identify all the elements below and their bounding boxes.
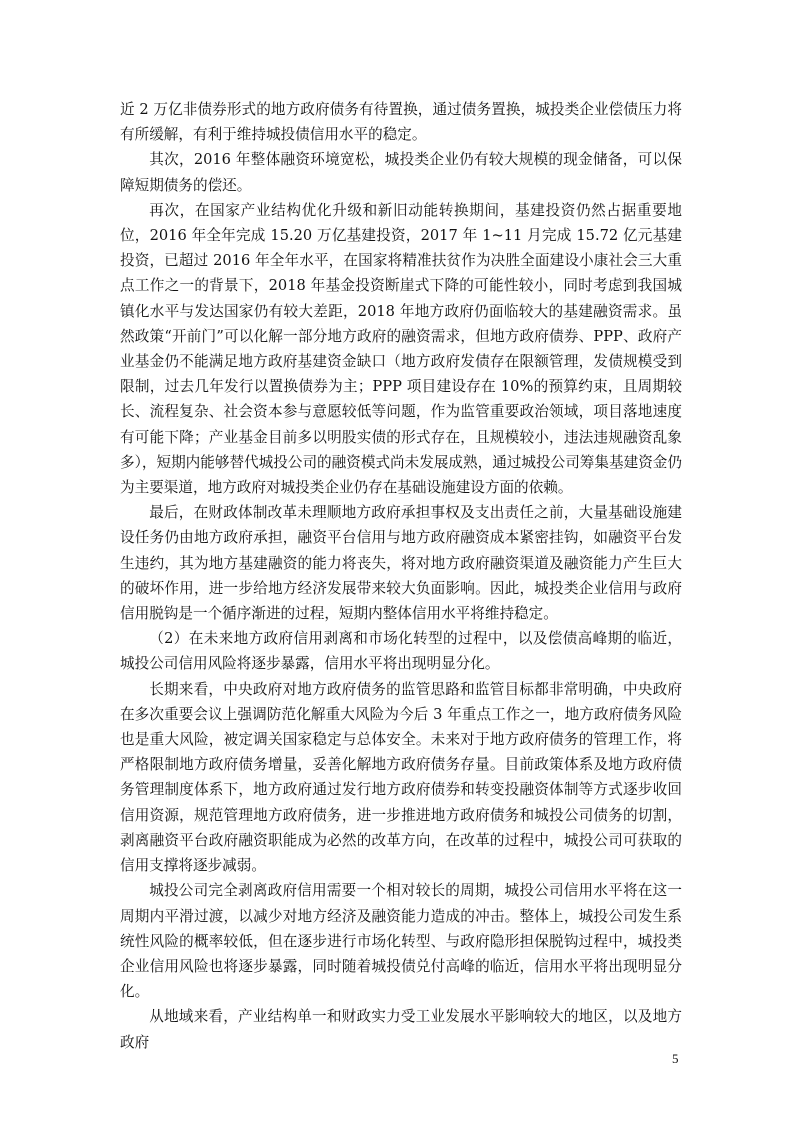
paragraph-continuation: 近 2 万亿非债券形式的地方政府债务有待置换，通过债务置换，城投类企业偿债压力将有所缓解，有利于维持城投债信用水平的稳定。	[120, 101, 682, 144]
paragraph: 再次，在国家产业结构优化升级和新旧动能转换期间，基建投资仍然占据重要地位，2016 年全年完成 15.20 万亿基建投资，2017 年 1~11 月完成 15.72 亿元基建投资，已超过 2016 年全年水平，在国家将精准扶贫作为决胜全面建设小康社会三大重点工作之一的背景下，2018 年基金投资断崖式下降的可能性较小，同时考虑到我国城镇化水平与发达国家仍有较大差距，2018 年地方政府仍面临较大的基建融资需求。虽然政策“开前门”可以化解一部分地方政府的融资需求，但地方政府债券、PPP、政府产业基金仍不能满足地方政府基建资金缺口（地方政府发债存在限额管理，发债规模受到限制，过去几年发行以置换债券为主；PPP 项目建设存在 10%的预算约束，且周期较长、流程复杂、社会资本参与意愿较低等问题，作为监管重要政治领域，项目落地速度有可能下降；产业基金目前多以明股实债的形式存在，且规模较小，违法违规融资乱象多），短期内能够替代城投公司的融资模式尚未发展成熟，通过城投公司筹集基建资金仍为主要渠道，地方政府对城投类企业仍存在基础设施建设方面的依赖。	[120, 201, 682, 497]
paragraph: 最后，在财政体制改革未理顺地方政府承担事权及支出责任之前，大量基础设施建设任务仍由地方政府承担，融资平台信用与地方政府融资成本紧密挂钩，如融资平台发生违约，其为地方基建融资的能力将丧失，将对地方政府融资渠道及融资能力产生巨大的破坏作用，进一步给地方经济发展带来较大负面影响。因此，城投类企业信用与政府信用脱钩是一个循序渐进的过程，短期内整体信用水平将维持稳定。	[120, 504, 682, 623]
paragraph: 城投公司完全剥离政府信用需要一个相对较长的周期，城投公司信用水平将在这一周期内平滑过渡，以减少对地方经济及融资能力造成的冲击。整体上，城投公司发生系统性风险的概率较低，但在逐步进行市场化转型、与政府隐形担保脱钩过程中，城投类企业信用风险也将逐步暴露，同时随着城投债兑付高峰的临近，信用水平将出现明显分化。	[120, 882, 682, 1001]
paragraph: 其次，2016 年整体融资环境宽松，城投类企业仍有较大规模的现金储备，可以保障短期债务的偿还。	[120, 151, 682, 194]
body-text	[120, 97, 682, 1055]
subheading-paragraph: （2）在未来地方政府信用剥离和市场化转型的过程中，以及偿债高峰期的临近，城投公司信用风险将逐步暴露，信用水平将出现明显分化。	[120, 630, 682, 673]
paragraph: 从地域来看，产业结构单一和财政实力受工业发展水平影响较大的地区，以及地方政府	[120, 1008, 682, 1051]
page-number: 5	[672, 1051, 679, 1066]
paragraph: 长期来看，中央政府对地方政府债务的监管思路和监管目标都非常明确，中央政府在多次重要会议上强调防范化解重大风险为今后 3 年重点工作之一，地方政府债务风险也是重大风险，被定调关国家稳定与总体安全。未来对于地方政府债务的管理工作，将严格限制地方政府债务增量，妥善化解地方政府债务存量。目前政策体系及地方政府债务管理制度体系下，地方政府通过发行地方政府债券和转变投融资体制等方式逐步收回信用资源，规范管理地方政府债务，进一步推进地方政府债务和城投公司债务的切割，剥离融资平台政府融资职能成为必然的改革方向，在改革的过程中，城投公司可获取的信用支撑将逐步减弱。	[120, 680, 682, 875]
